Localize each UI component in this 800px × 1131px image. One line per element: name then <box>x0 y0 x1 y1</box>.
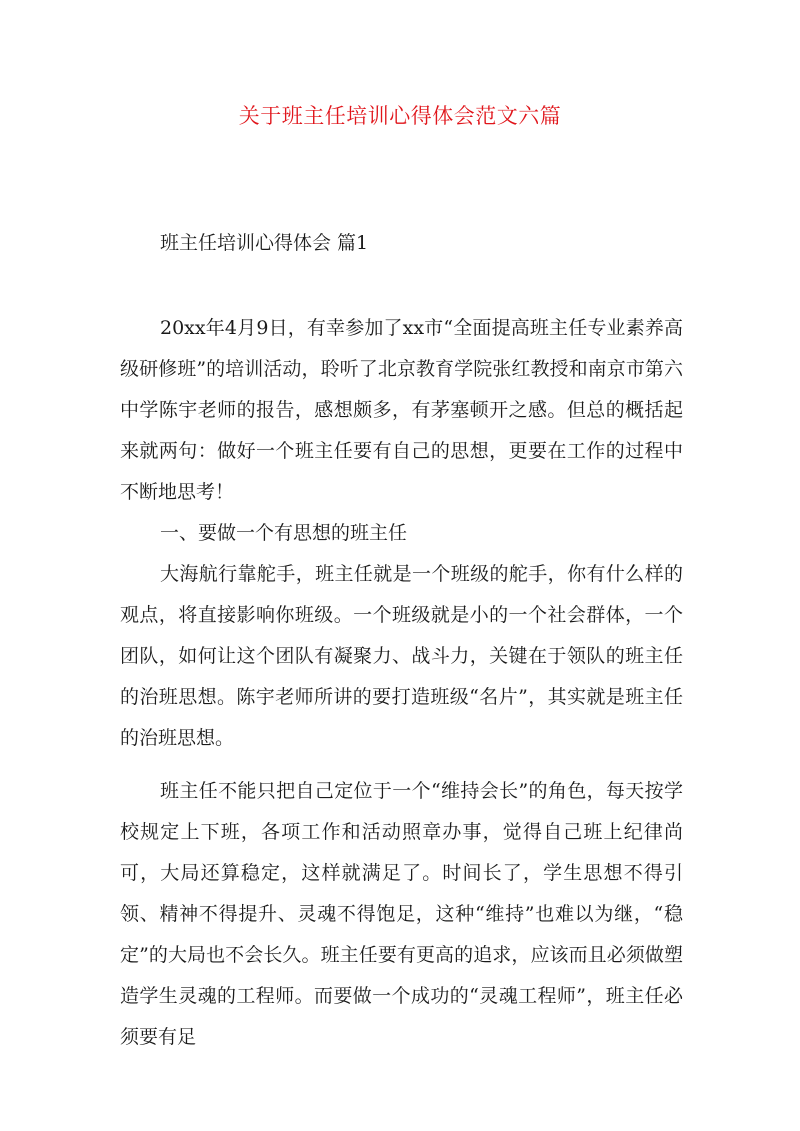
paragraph-role: 班主任不能只把自己定位于一个“维持会长”的角色，每天按学校规定上下班，各项工作和活动照章办事，觉得自己班上纪律尚可，大局还算稳定，这样就满足了。时间长了，学生思想不得引领、精神不得提升、灵魂不得饱足，这种“维持”也难以为继，“稳定”的大局也不会长久。班主任要有更高的追求，应该而且必须做塑造学生灵魂的工程师。而要做一个成功的“灵魂工程师”，班主任必须要有足 <box>120 780 683 1048</box>
document-body <box>120 308 683 1058</box>
section-heading: 班主任培训心得体会 篇1 <box>160 232 369 254</box>
paragraph-helmsman: 大海航行靠舵手，班主任就是一个班级的舵手，你有什么样的观点，将直接影响你班级。一个班级就是小的一个社会群体，一个团队，如何让这个团队有凝聚力、战斗力，关键在于领队的班主任的治班思想。陈宇老师所讲的要打造班级“名片”，其实就是班主任的治班思想。 <box>120 563 683 749</box>
paragraph-intro: 20xx年4月9日，有幸参加了xx市“全面提高班主任专业素养高级研修班”的培训活动，聆听了北京教育学院张红教授和南京市第六中学陈宇老师的报告，感想颇多，有茅塞顿开之感。但总的概括起来就两句：做好一个班主任要有自己的思想，更要在工作的过程中不断地思考！ <box>120 317 683 503</box>
paragraph-subheading: 一、要做一个有思想的班主任 <box>160 522 408 544</box>
document-title: 关于班主任培训心得体会范文六篇 <box>238 104 562 128</box>
